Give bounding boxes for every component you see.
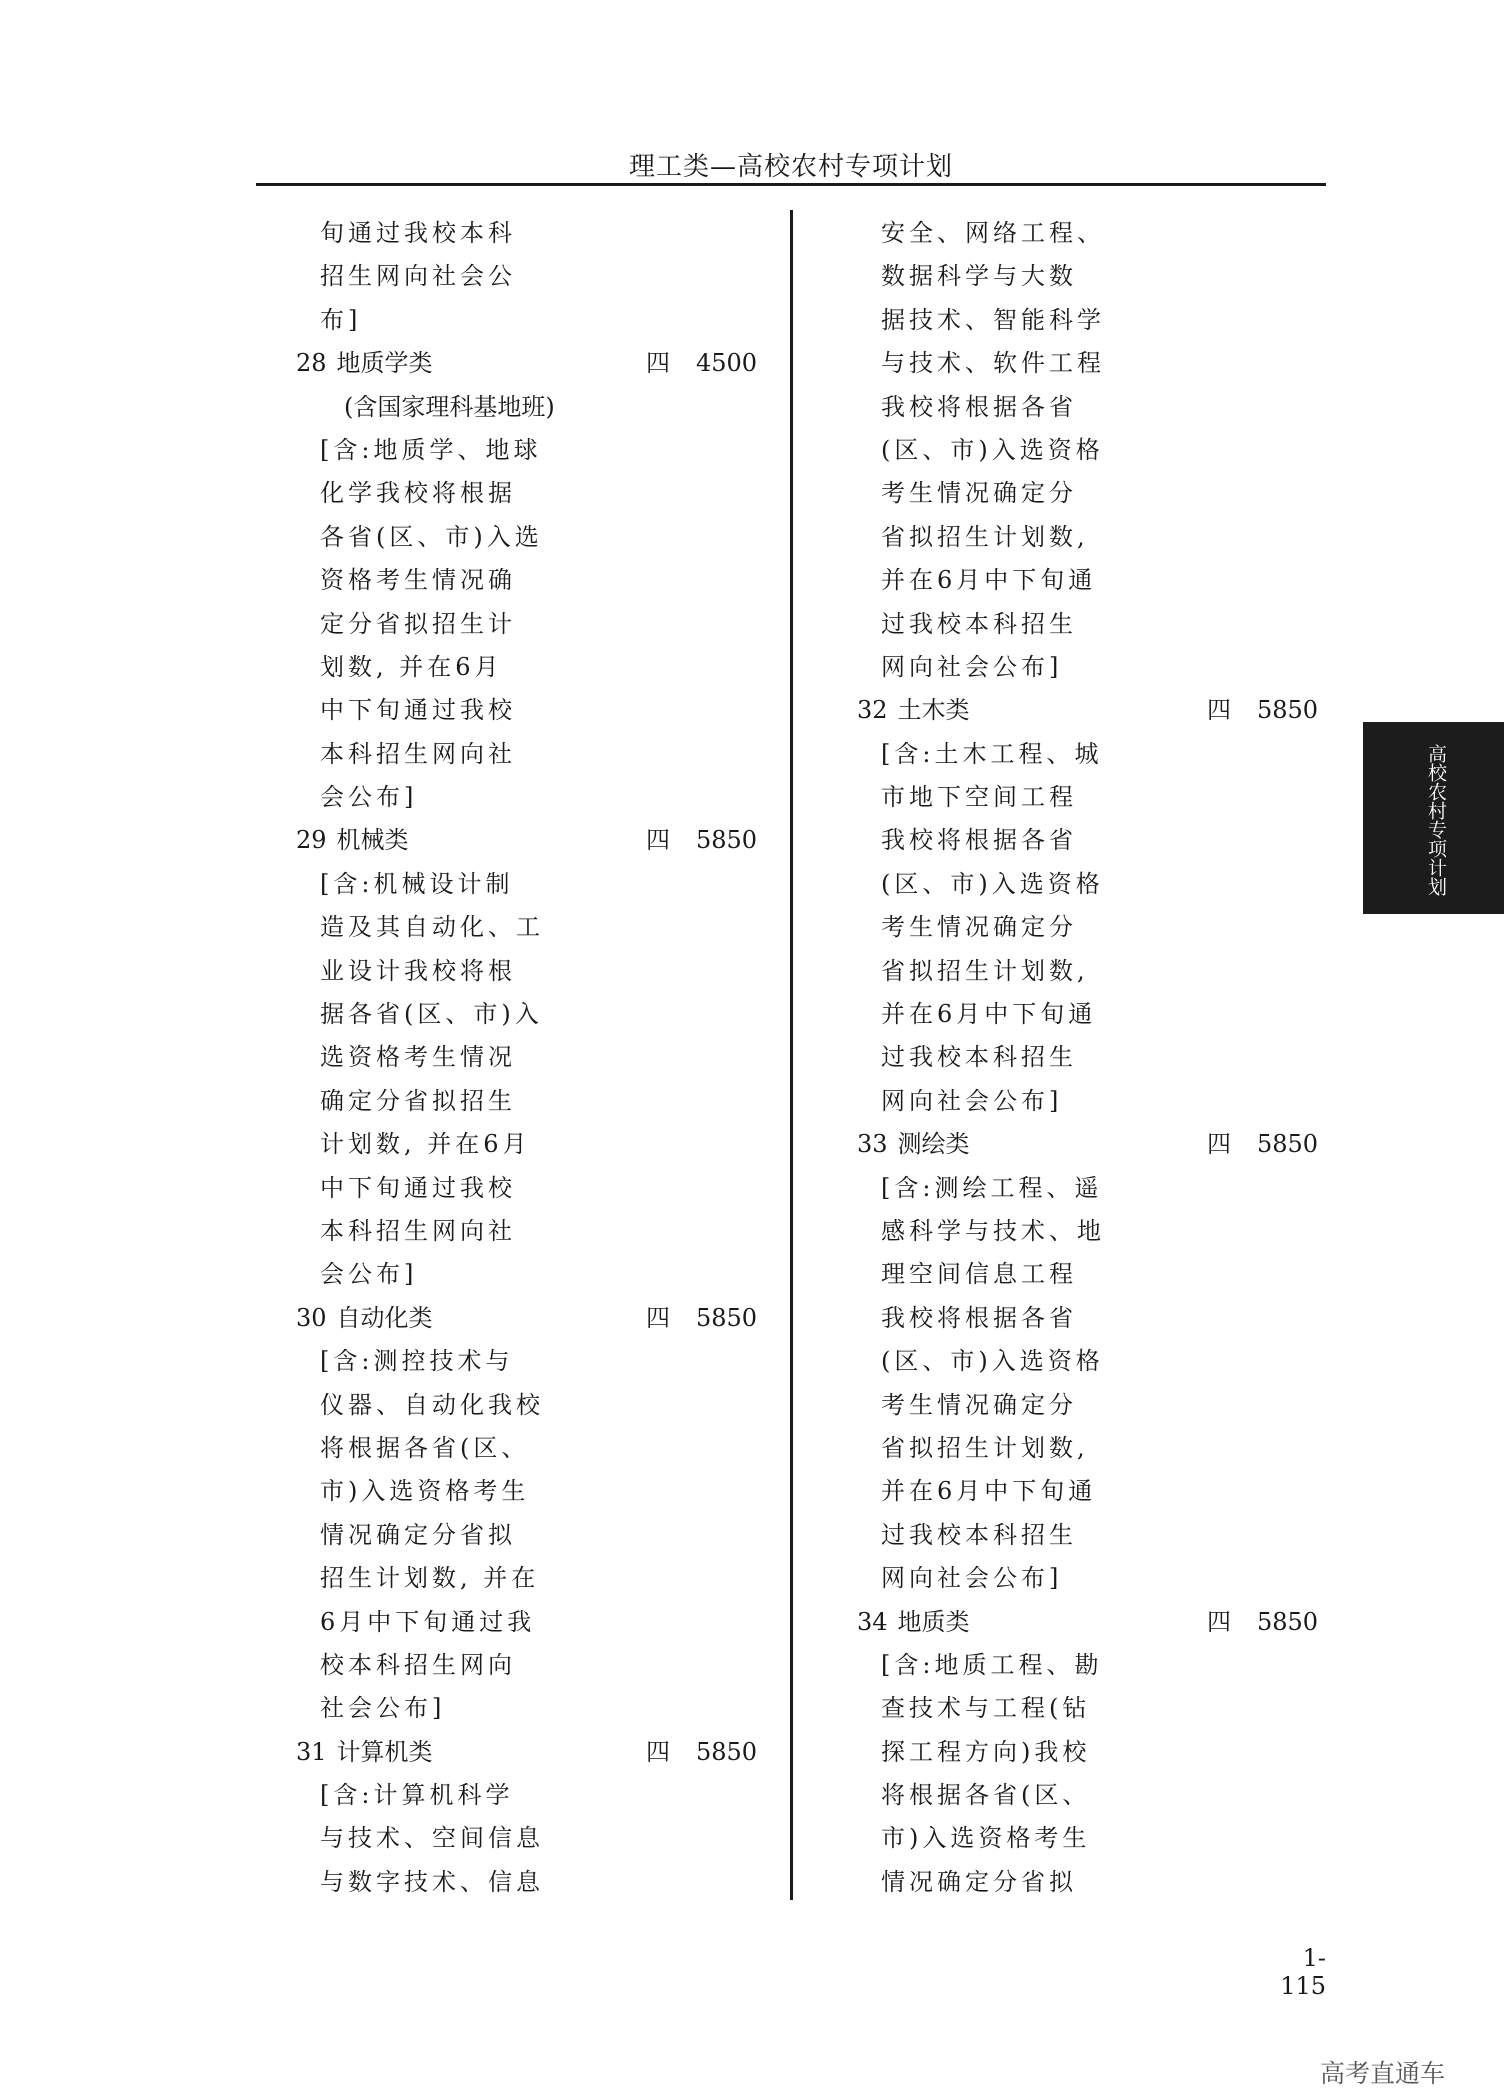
line-text: [含:计算机科学 (320, 1781, 514, 1810)
line-text: 考生情况确定分 (881, 479, 1077, 508)
program-description-line (857, 733, 1377, 776)
line-text: 并在6月中下旬通 (881, 566, 1097, 595)
program-entry-heading (296, 819, 816, 862)
program-description-line (857, 1514, 1377, 1557)
line-text: 与技术、空间信息 (320, 1824, 544, 1853)
line-text: 考生情况确定分 (881, 1390, 1077, 1419)
program-description-line (857, 386, 1377, 429)
line-text: 并在6月中下旬通 (881, 1477, 1097, 1506)
program-description-line (296, 950, 816, 993)
program-tuition: 5850 (1257, 696, 1319, 725)
watermark: 高考直通车 (1320, 2059, 1446, 2088)
program-name: 机械类 (336, 826, 409, 855)
program-heading (296, 342, 433, 385)
line-text: 市)入选资格考生 (320, 1477, 530, 1506)
line-text: 定分省拟招生计 (320, 609, 516, 638)
program-description-line (296, 1253, 816, 1296)
line-text: 业设计我校将根 (320, 956, 516, 985)
line-text: 会公布] (320, 1260, 418, 1289)
line-text: 招生网向社会公 (320, 262, 516, 291)
program-description-line (296, 863, 816, 906)
program-description-line (857, 429, 1377, 472)
program-description-line (296, 776, 816, 819)
line-text: 造及其自动化、工 (320, 913, 544, 942)
line-text: 我校将根据各省 (881, 1303, 1077, 1332)
program-description-line (296, 516, 816, 559)
line-text: 本科招生网向社 (320, 739, 516, 768)
line-text: 与数字技术、信息 (320, 1867, 544, 1896)
line-text: 网向社会公布] (881, 652, 1063, 681)
line-text: 与技术、软件工程 (881, 349, 1105, 378)
program-heading (296, 819, 409, 862)
program-description-line (857, 1817, 1377, 1860)
program-name: 测绘类 (897, 1130, 970, 1159)
program-duration: 四 (646, 1303, 670, 1332)
program-duration: 四 (646, 349, 670, 378)
program-name: 地质类 (897, 1607, 970, 1636)
line-text: [含:测绘工程、遥 (881, 1173, 1103, 1202)
program-name: 土木类 (897, 696, 970, 725)
program-description-line (857, 1427, 1377, 1470)
page-header-title: 理工类—高校农村专项计划 (628, 152, 953, 182)
program-description-line (296, 299, 816, 342)
line-text: 会公布] (320, 783, 418, 812)
line-text: 过我校本科招生 (881, 609, 1077, 638)
line-text: 省拟招生计划数, (881, 522, 1089, 551)
program-number: 32 (857, 696, 888, 725)
program-number: 31 (296, 1737, 327, 1766)
program-description-line (857, 1167, 1377, 1210)
program-description-line (296, 1514, 816, 1557)
program-description-line (857, 255, 1377, 298)
line-text: 我校将根据各省 (881, 826, 1077, 855)
line-text: 查技术与工程(钻 (881, 1694, 1091, 1723)
program-tuition: 5850 (696, 1737, 758, 1766)
line-text: 情况确定分省拟 (320, 1520, 516, 1549)
program-description-line (857, 906, 1377, 949)
program-description-line (296, 1774, 816, 1817)
program-description-line (857, 950, 1377, 993)
program-description-line (296, 255, 816, 298)
line-text: 资格考生情况确 (320, 566, 516, 595)
program-heading (296, 1731, 433, 1774)
line-text: 选资格考生情况 (320, 1043, 516, 1072)
program-heading (857, 1601, 970, 1644)
line-text: 数据科学与大数 (881, 262, 1077, 291)
program-description-line (296, 1036, 816, 1079)
program-duration: 四 (646, 1737, 670, 1766)
program-entry-heading (857, 1123, 1377, 1166)
line-text: 划数, 并在6月 (320, 652, 503, 681)
program-name: 地质学类 (336, 349, 433, 378)
program-description-line (296, 1644, 816, 1687)
line-text: 化学我校将根据 (320, 479, 516, 508)
line-text: 网向社会公布] (881, 1564, 1063, 1593)
program-description-line (296, 1427, 816, 1470)
program-description-line (857, 1384, 1377, 1427)
program-description-line (296, 1470, 816, 1513)
line-text: 计划数, 并在6月 (320, 1130, 531, 1159)
line-text: 感科学与技术、地 (881, 1216, 1105, 1245)
program-tuition: 4500 (696, 349, 758, 378)
program-description-line (296, 1861, 816, 1904)
line-text: 将根据各省(区、 (881, 1781, 1091, 1810)
program-description-line (296, 993, 816, 1036)
line-text: 中下旬通过我校 (320, 696, 516, 725)
program-description-line (857, 1687, 1377, 1730)
program-number: 30 (296, 1303, 327, 1332)
program-description-line (857, 1557, 1377, 1600)
program-description-line (296, 212, 816, 255)
program-description-line (857, 1080, 1377, 1123)
line-text: 社会公布] (320, 1694, 446, 1723)
column-divider (790, 210, 793, 1900)
line-text: 过我校本科招生 (881, 1043, 1077, 1072)
program-entry-heading (296, 342, 816, 385)
program-description-line (296, 559, 816, 602)
line-text: 确定分省拟招生 (320, 1086, 516, 1115)
program-description-line (296, 1167, 816, 1210)
program-name: 计算机类 (336, 1737, 433, 1766)
line-text: [含:地质工程、勘 (881, 1650, 1103, 1679)
program-duration: 四 (1207, 1130, 1231, 1159)
program-heading (857, 689, 970, 732)
program-description-line (857, 1340, 1377, 1383)
program-description-line (296, 1817, 816, 1860)
side-tab-label: 高校农村专项计划 (1425, 744, 1447, 896)
line-text: 将根据各省(区、 (320, 1433, 530, 1462)
line-text: [含:土木工程、城 (881, 739, 1103, 768)
line-text: 探工程方向)我校 (881, 1737, 1091, 1766)
line-text: [含:地质学、地球 (320, 435, 542, 464)
line-text: 6月中下旬通过我 (320, 1607, 536, 1636)
line-text: 旬通过我校本科 (320, 219, 516, 247)
page-number: 1-115 (1280, 1944, 1326, 2000)
line-text: 市)入选资格考生 (881, 1824, 1091, 1853)
program-description-line (296, 603, 816, 646)
program-description-line (857, 472, 1377, 515)
program-description-line (857, 342, 1377, 385)
header-rule (256, 183, 1326, 186)
program-description-line (857, 299, 1377, 342)
program-description-line (857, 1470, 1377, 1513)
line-text: (含国家理科基地班) (344, 392, 555, 421)
program-description-line (857, 212, 1377, 255)
program-description-line (857, 1253, 1377, 1296)
line-text: 各省(区、市)入选 (320, 522, 543, 551)
program-description-line (857, 1210, 1377, 1253)
program-entry-heading (857, 1601, 1377, 1644)
left-column (296, 212, 816, 1904)
line-text: [含:机械设计制 (320, 869, 514, 898)
program-description-line (857, 776, 1377, 819)
program-description-line (296, 689, 816, 732)
program-description-line (296, 1384, 816, 1427)
line-text: 省拟招生计划数, (881, 1433, 1089, 1462)
program-description-line (857, 1731, 1377, 1774)
program-number: 33 (857, 1130, 888, 1159)
line-text: 仪器、自动化我校 (320, 1390, 544, 1419)
program-description-line (296, 1123, 816, 1166)
program-name: 自动化类 (336, 1303, 433, 1332)
program-description-line (857, 516, 1377, 559)
program-description-line (857, 1036, 1377, 1079)
program-tuition: 5850 (696, 1303, 758, 1332)
program-tuition: 5850 (696, 826, 758, 855)
line-text: 网向社会公布] (881, 1086, 1063, 1115)
program-description-line (857, 1644, 1377, 1687)
program-description-line (857, 646, 1377, 689)
line-text: (区、市)入选资格 (881, 869, 1104, 898)
program-tuition: 5850 (1257, 1607, 1319, 1636)
program-description-line (296, 1340, 816, 1383)
program-entry-heading (296, 1297, 816, 1340)
program-description-line (857, 1297, 1377, 1340)
program-heading (296, 1297, 433, 1340)
program-entry-heading (857, 689, 1377, 732)
line-text: 据技术、智能科学 (881, 305, 1105, 334)
program-description-line (296, 646, 816, 689)
program-number: 34 (857, 1607, 888, 1636)
line-text: 本科招生网向社 (320, 1216, 516, 1245)
program-entry-heading (296, 1731, 816, 1774)
line-text: 省拟招生计划数, (881, 956, 1089, 985)
line-text: 考生情况确定分 (881, 913, 1077, 942)
program-description-line (296, 1210, 816, 1253)
program-description-line (296, 733, 816, 776)
program-duration: 四 (646, 826, 670, 855)
program-description-line (857, 993, 1377, 1036)
line-text: 招生计划数, 并在 (320, 1564, 540, 1593)
program-description-line (296, 1601, 816, 1644)
program-description-line (857, 1861, 1377, 1904)
program-description-line (296, 472, 816, 515)
line-text: (区、市)入选资格 (881, 1347, 1104, 1376)
line-text: (区、市)入选资格 (881, 435, 1104, 464)
line-text: 布] (320, 305, 362, 334)
line-text: [含:测控技术与 (320, 1347, 514, 1376)
program-description-line (296, 429, 816, 472)
program-number: 29 (296, 826, 327, 855)
line-text: 并在6月中下旬通 (881, 1000, 1097, 1029)
line-text: 过我校本科招生 (881, 1520, 1077, 1549)
program-description-line (296, 1687, 816, 1730)
line-text: 情况确定分省拟 (881, 1867, 1077, 1896)
program-description-line (296, 906, 816, 949)
line-text: 校本科招生网向 (320, 1650, 516, 1679)
section-side-tab (1363, 722, 1504, 914)
program-description-line (857, 1774, 1377, 1817)
line-text: 安全、网络工程、 (881, 219, 1105, 247)
line-text: 市地下空间工程 (881, 783, 1077, 812)
program-duration: 四 (1207, 1607, 1231, 1636)
program-duration: 四 (1207, 696, 1231, 725)
program-description-line (296, 1080, 816, 1123)
program-description-line (857, 603, 1377, 646)
right-column (857, 212, 1377, 1904)
program-description-line (857, 559, 1377, 602)
line-text: 理空间信息工程 (881, 1260, 1077, 1289)
program-number: 28 (296, 349, 327, 378)
program-description-line (296, 1557, 816, 1600)
line-text: 我校将根据各省 (881, 392, 1077, 421)
line-text: 据各省(区、市)入 (320, 1000, 543, 1029)
program-note (296, 386, 816, 429)
program-tuition: 5850 (1257, 1130, 1319, 1159)
program-heading (857, 1123, 970, 1166)
program-description-line (857, 863, 1377, 906)
line-text: 中下旬通过我校 (320, 1173, 516, 1202)
program-description-line (857, 819, 1377, 862)
